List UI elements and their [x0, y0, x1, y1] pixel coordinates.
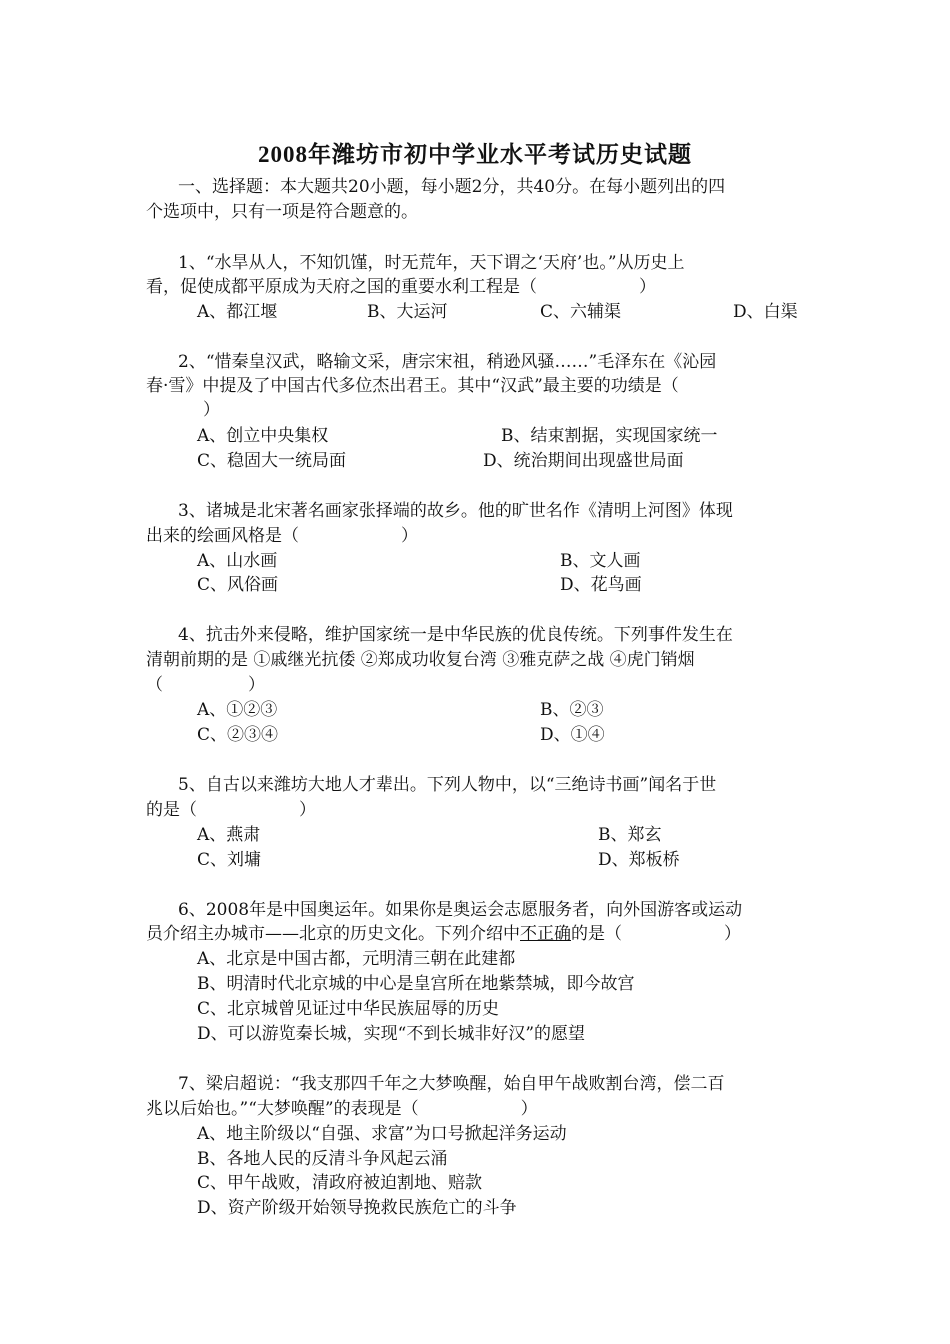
- question-5-option-a: A、燕肃: [197, 825, 261, 845]
- question-7-option-b: B、各地人民的反清斗争风起云涌: [197, 1149, 448, 1169]
- question-2-line-3: ）: [203, 400, 220, 420]
- question-6-line-2-text: 员介绍主办城市——北京的历史文化。下列介绍中: [146, 924, 520, 944]
- question-5-option-c: C、刘墉: [197, 850, 262, 870]
- question-4-option-c: C、②③④: [197, 725, 279, 745]
- question-7-option-c: C、甲午战败，清政府被迫割地、赔款: [197, 1173, 483, 1193]
- question-5-option-d: D、郑板桥: [598, 850, 680, 870]
- question-6-option-b: B、明清时代北京城的中心是皇宫所在地紫禁城，即今故宫: [197, 974, 635, 994]
- question-2-line-1: 2、“惜秦皇汉武，略输文采，唐宗宋祖，稍逊风骚……”毛泽东在《沁园: [178, 352, 717, 372]
- question-6-line-1: 6、2008年是中国奥运年。如果你是奥运会志愿服务者，向外国游客或运动: [178, 900, 743, 920]
- question-7-line-2: 兆以后始也。”“大梦唤醒”的表现是（ ）: [146, 1099, 538, 1119]
- question-6-option-d: D、可以游览秦长城，实现“不到长城非好汉”的愿望: [197, 1024, 586, 1044]
- question-4-line-2: 清朝前期的是 ①戚继光抗倭 ②郑成功收复台湾 ③雅克萨之战 ④虎门销烟: [146, 650, 695, 670]
- question-4-option-d: D、①④: [540, 725, 605, 745]
- question-7-line-1: 7、梁启超说：“我支那四千年之大梦唤醒，始自甲午战败割台湾，偿二百: [178, 1074, 725, 1094]
- section-instruction-line-2: 个选项中，只有一项是符合题意的。: [146, 202, 418, 222]
- question-5-line-2: 的是（ ）: [146, 800, 316, 820]
- question-7-option-d: D、资产阶级开始领导挽救民族危亡的斗争: [197, 1198, 517, 1218]
- question-6-line-2-end: 的是（ ）: [571, 924, 741, 944]
- question-3-option-b: B、文人画: [560, 551, 641, 571]
- question-1-option-d: D、白渠: [733, 302, 798, 322]
- question-5-line-1: 5、自古以来潍坊大地人才辈出。下列人物中，以“三绝诗书画”闻名于世: [178, 775, 717, 795]
- question-7-option-a: A、地主阶级以“自强、求富”为口号掀起洋务运动: [197, 1124, 567, 1144]
- question-2-option-c: C、稳固大一统局面: [197, 451, 347, 471]
- question-3-line-1: 3、诸城是北宋著名画家张择端的故乡。他的旷世名作《清明上河图》体现: [178, 501, 733, 521]
- question-4-option-a: A、①②③: [197, 700, 278, 720]
- question-4-line-1: 4、抗击外来侵略，维护国家统一是中华民族的优良传统。下列事件发生在: [178, 625, 733, 645]
- question-2-line-2: 春·雪》中提及了中国古代多位杰出君王。其中“汉武”最主要的功绩是（: [146, 376, 679, 396]
- question-6-underlined-keyword: 不正确: [520, 924, 571, 944]
- question-4-option-b: B、②③: [540, 700, 604, 720]
- page-title: 2008年潍坊市初中学业水平考试历史试题: [258, 142, 692, 167]
- question-6-option-a: A、北京是中国古都，元明清三朝在此建都: [197, 949, 516, 969]
- question-6-line-2: [146, 922, 741, 946]
- question-1-option-c: C、六辅渠: [540, 302, 622, 322]
- question-3-option-a: A、山水画: [197, 551, 278, 571]
- question-2-option-a: A、创立中央集权: [197, 426, 329, 446]
- question-2-option-d: D、统治期间出现盛世局面: [483, 451, 684, 471]
- question-1-option-b: B、大运河: [367, 302, 448, 322]
- question-2-option-b: B、结束割据，实现国家统一: [501, 426, 718, 446]
- question-3-option-c: C、风俗画: [197, 575, 279, 595]
- question-1-line-2: 看，促使成都平原成为天府之国的重要水利工程是（ ）: [146, 277, 656, 297]
- question-4-line-3: （ ）: [146, 675, 265, 695]
- question-5-option-b: B、郑玄: [598, 825, 662, 845]
- question-3-option-d: D、花鸟画: [560, 575, 642, 595]
- question-6-option-c: C、北京城曾见证过中华民族屈辱的历史: [197, 999, 500, 1019]
- question-1-line-1: 1、“水旱从人，不知饥馑，时无荒年，天下谓之‘天府’也。”从历史上: [178, 253, 685, 273]
- question-1-option-a: A、都江堰: [197, 302, 278, 322]
- section-instruction-line-1: 一、选择题：本大题共20小题，每小题2分，共40分。在每小题列出的四: [178, 177, 726, 197]
- question-3-line-2: 出来的绘画风格是（ ）: [146, 526, 418, 546]
